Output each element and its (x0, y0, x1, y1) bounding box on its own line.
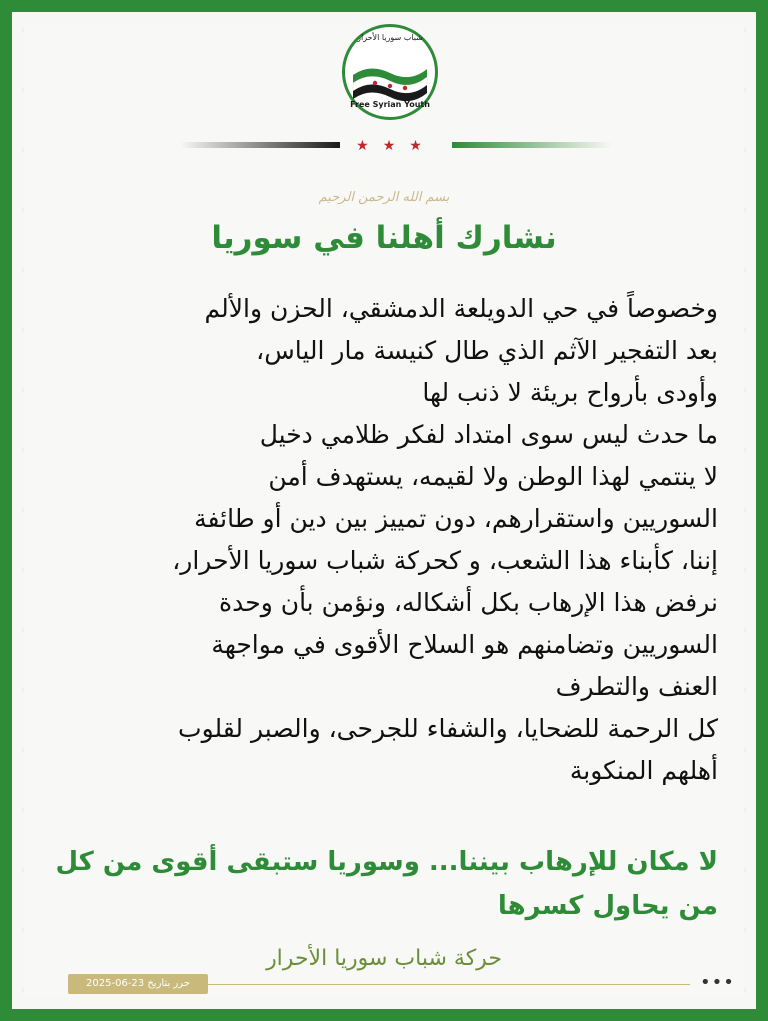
footer-rule (208, 984, 690, 985)
more-dots-icon: ••• (700, 972, 735, 993)
statement-body (46, 288, 718, 792)
body-line: بعد التفجير الآثم الذي طال كنيسة مار الياس، (256, 336, 718, 365)
basmala-calligraphy: بسم الله الرحمن الرحيم (318, 190, 450, 205)
body-line: أهلهم المنكوبة (569, 756, 718, 785)
page-title: نشارك أهلنا في سوريا (211, 220, 557, 256)
body-line: ما حدث ليس سوى امتداد لفكر ظلامي دخيل (259, 420, 718, 449)
logo-english-name: Free Syrian Youth (350, 100, 430, 109)
three-stars-icon: ★★★ (356, 138, 436, 154)
date-badge: حرر بتاريخ 23-06-2025 (68, 974, 208, 994)
body-line: لا ينتمي لهذا الوطن ولا لقيمه، يستهدف أمن (268, 462, 718, 491)
body-line: وخصوصاً في حي الدويلعة الدمشقي، الحزن والألم (204, 294, 718, 323)
slogan-line: لا مكان للإرهاب بيننا... وسوريا ستبقى أقوى من كل (55, 847, 718, 877)
closing-slogan (42, 840, 718, 928)
body-line: العنف والتطرف (555, 672, 718, 701)
body-line: وأودى بأرواح بريئة لا ذنب لها (422, 378, 718, 407)
header-rule-left (180, 142, 340, 148)
free-syrian-youth-logo (342, 24, 438, 120)
slogan-line: من يحاول كسرها (497, 891, 718, 921)
body-line: السوريين واستقرارهم، دون تمييز بين دين أو طائفة (194, 504, 718, 533)
signature: حركة شباب سوريا الأحرار (266, 946, 502, 971)
body-line: السوريين وتضامنهم هو السلاح الأقوى في مواجهة (211, 630, 718, 659)
header-rule-right (452, 142, 612, 148)
body-line: نرفض هذا الإرهاب بكل أشكاله، ونؤمن بأن وحدة (219, 588, 718, 617)
body-line: كل الرحمة للضحايا، والشفاء للجرحى، والصبر لقلوب (178, 714, 718, 743)
body-line: إننا، كأبناء هذا الشعب، و كحركة شباب سوريا الأحرار، (172, 546, 718, 575)
logo-arabic-name: شباب سوريا الأحرار (357, 33, 423, 42)
